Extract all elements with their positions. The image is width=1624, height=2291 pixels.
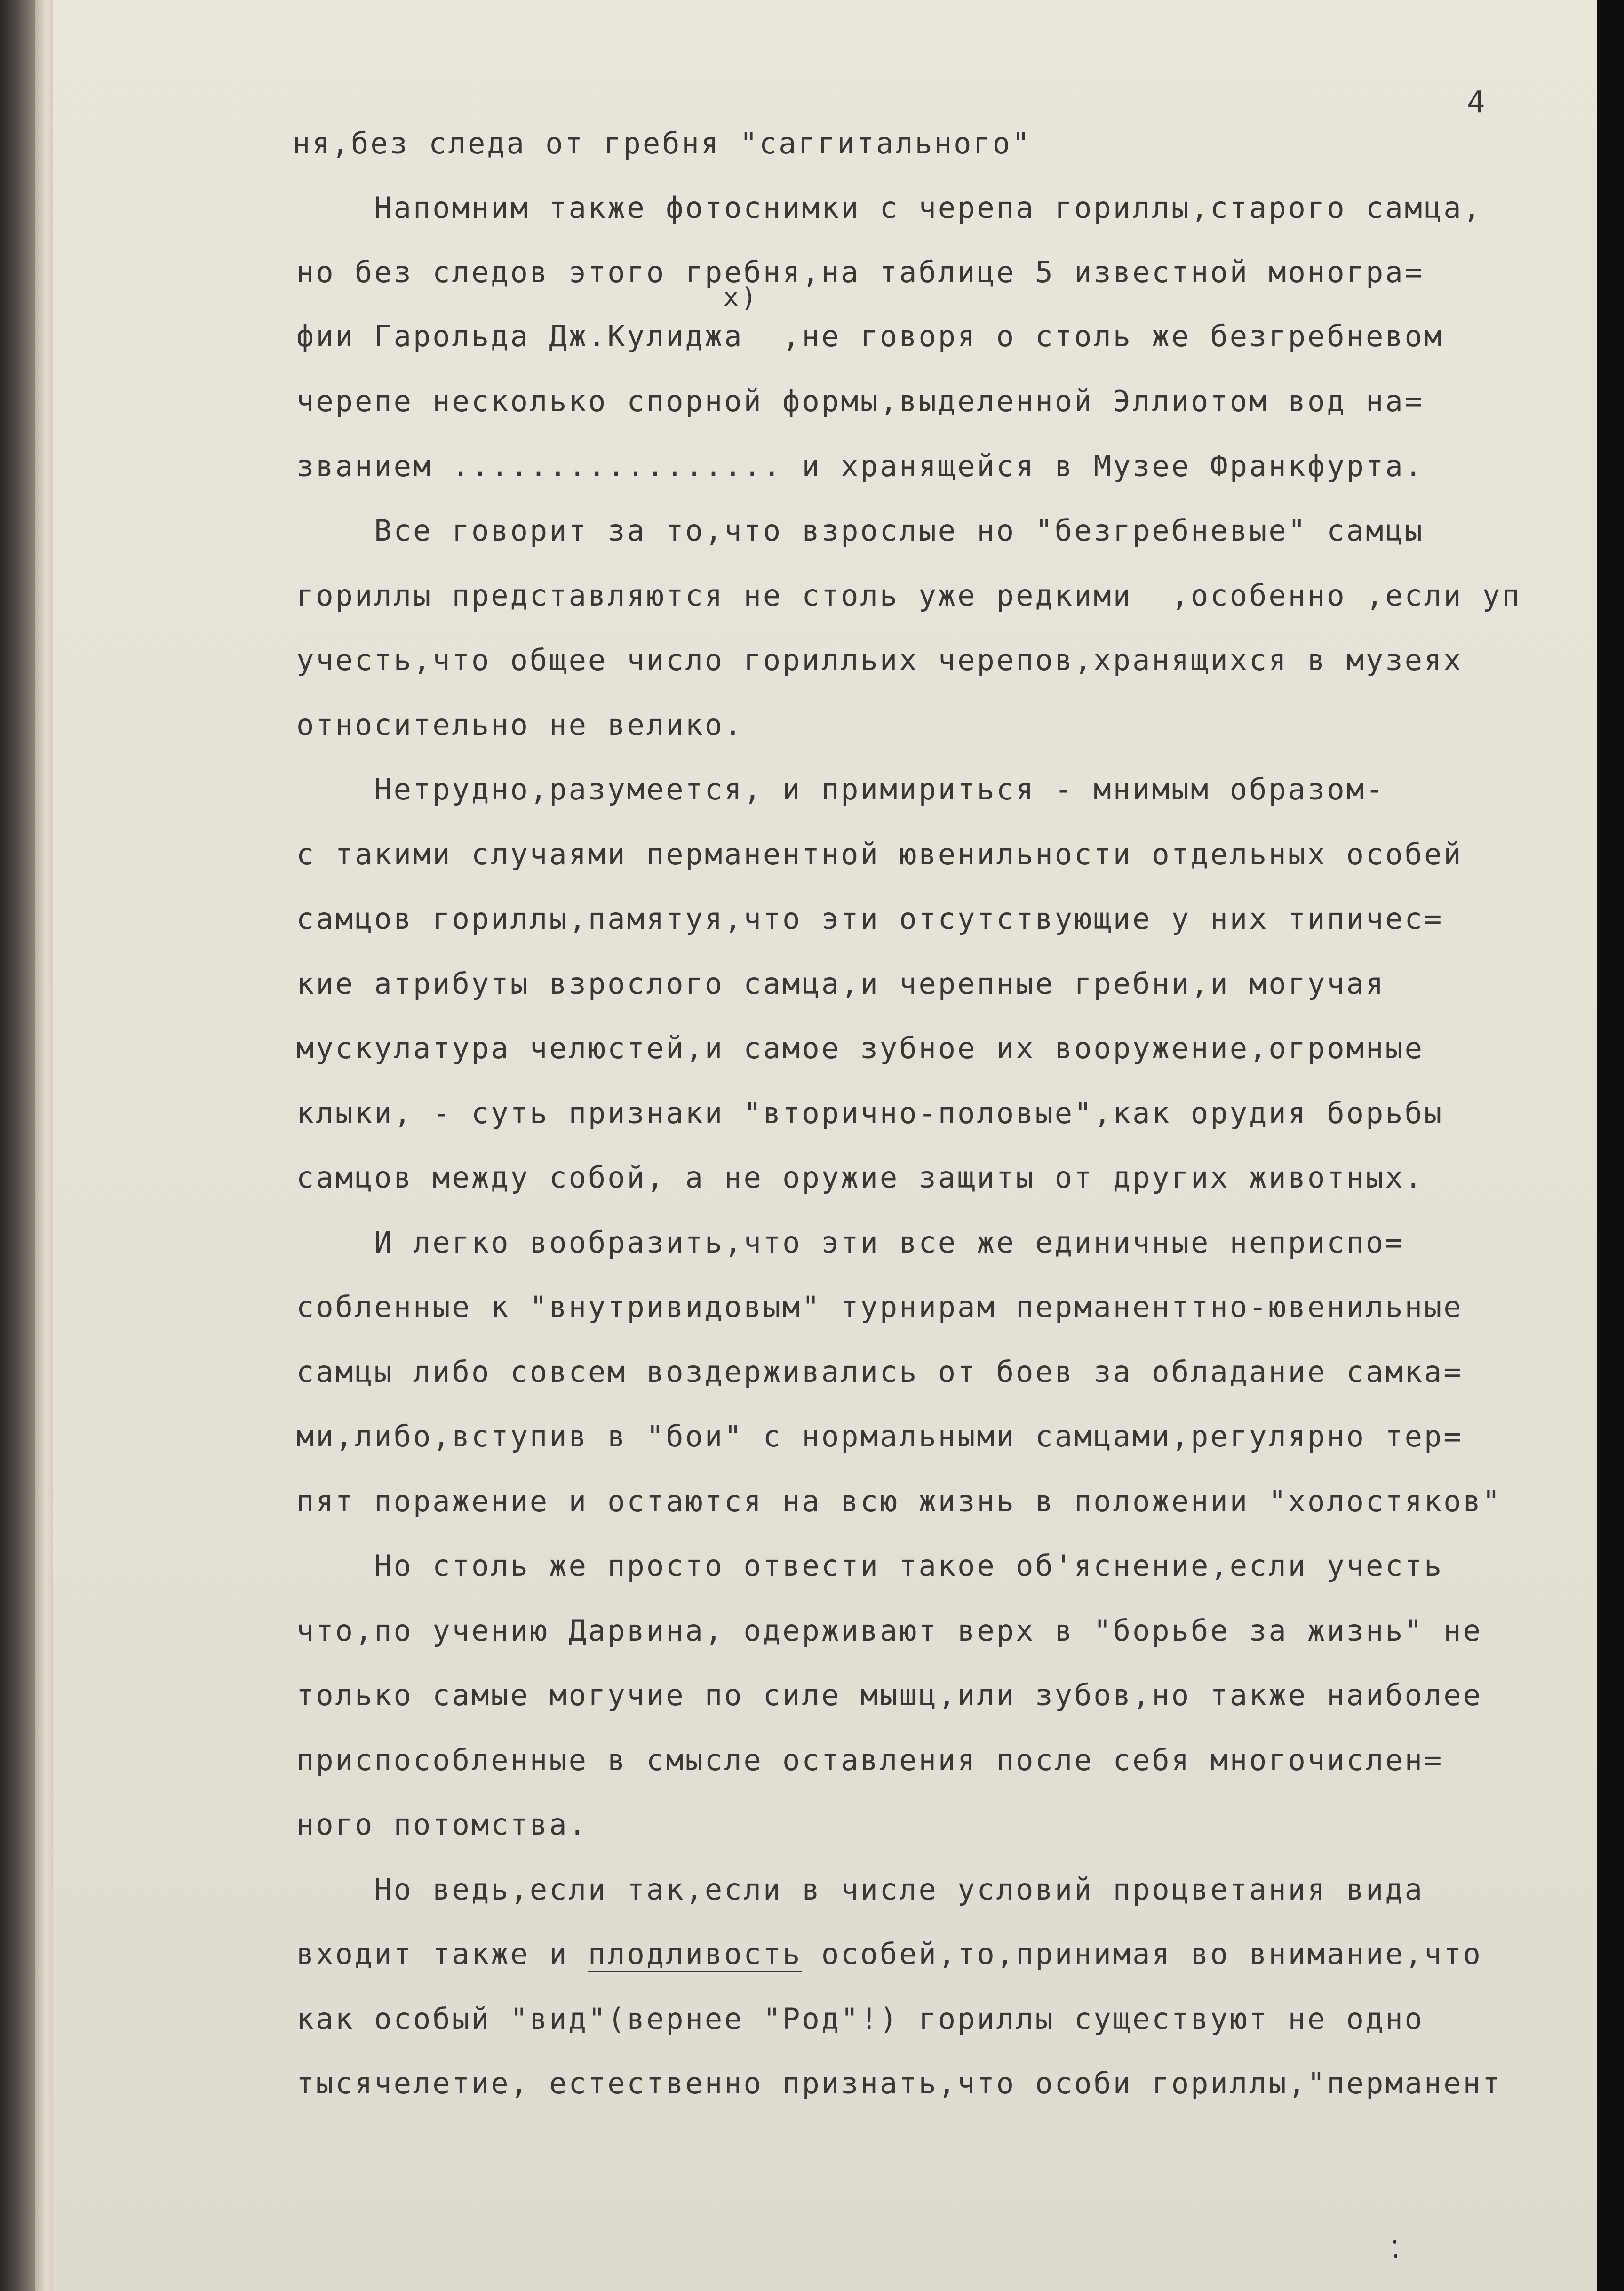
text-line: собленные к "внутривидовым" турнирам перманенттно-ювенильные	[296, 1290, 1463, 1324]
text-line: гориллы представляются не столь уже редкими ,особенно ,если уп	[296, 578, 1521, 613]
text-line-with-underline	[296, 1937, 1482, 1971]
text-line: только самые могучие по силе мышц,или зубов,но также наиболее	[296, 1678, 1482, 1712]
paper-speck	[1393, 2240, 1396, 2244]
text-line: учесть,что общее число горилльих черепов,хранящихся в музеях	[296, 643, 1463, 677]
text-line: но без следов этого гребня,на таблице 5 известной моногра=	[296, 255, 1424, 289]
text-line: пят поражение и остаются на всю жизнь в положении "холостяков"	[296, 1484, 1502, 1518]
text-line: тысячелетие, естественно признать,что особи гориллы,"перманент	[296, 2066, 1502, 2100]
text-line: приспособленные в смысле оставления после себя многочислен=	[296, 1743, 1444, 1777]
text-line: клыки, - суть признаки "вторично-половые",как орудия борьбы	[296, 1096, 1444, 1130]
text-line: что,по учению Дарвина, одерживают верх в "борьбе за жизнь" не	[296, 1613, 1482, 1648]
text-span: особей,то,принимая во внимание,что	[802, 1937, 1482, 1971]
text-line: Все говорит за то,что взрослые но "безгребневые" самцы	[296, 513, 1424, 548]
text-line: И легко вообразить,что эти все же единичные неприспо=	[296, 1225, 1405, 1260]
text-line: ми,либо,вступив в "бои" с нормальными самцами,регулярно тер=	[296, 1419, 1463, 1453]
text-line: самцов гориллы,памятуя,что эти отсутствующие у них типичес=	[296, 902, 1444, 936]
text-line: мускулатура челюстей,и самое зубное их вооружение,огромные	[296, 1031, 1424, 1065]
text-line: самцы либо совсем воздерживались от боев за обладание самка=	[296, 1355, 1463, 1389]
page-number: 4	[1467, 85, 1487, 120]
text-line: относительно не велико.	[296, 708, 744, 742]
text-line: с такими случаями перманентной ювенильности отдельных особей	[296, 837, 1463, 871]
text-line: черепе несколько спорной формы,выделенной Эллиотом вод на=	[296, 384, 1424, 418]
text-line: фии Гарольда Дж.Кулиджа ,не говоря о столь же безгребневом	[296, 319, 1444, 353]
text-line: Нетрудно,разумеется, и примириться - мнимым образом-	[296, 772, 1385, 806]
footnote-mark: х)	[723, 282, 759, 313]
text-line: кие атрибуты взрослого самца,и черепные гребни,и могучая	[296, 966, 1385, 1001]
text-line: как особый "вид"(вернее "Род"!) гориллы существуют не одно	[296, 2002, 1424, 2036]
text-line: ня,без следа от гребня "саггитального"	[293, 126, 1032, 160]
underlined-word: плодливость	[588, 1937, 802, 1971]
text-line: званием ................. и хранящейся в Музее Франкфурта.	[296, 449, 1424, 483]
paper-speck	[1394, 2254, 1397, 2258]
text-line: Напомним также фотоснимки с черепа гориллы,старого самца,	[296, 191, 1482, 225]
text-span: входит также и	[296, 1937, 588, 1971]
text-line: Но ведь,если так,если в числе условий процветания вида	[296, 1872, 1424, 1907]
text-line: Но столь же просто отвести такое об'яснение,если учесть	[296, 1549, 1444, 1583]
text-line: самцов между собой, а не оружие защиты от других животных.	[296, 1160, 1424, 1195]
text-line: ного потомства.	[296, 1807, 588, 1842]
